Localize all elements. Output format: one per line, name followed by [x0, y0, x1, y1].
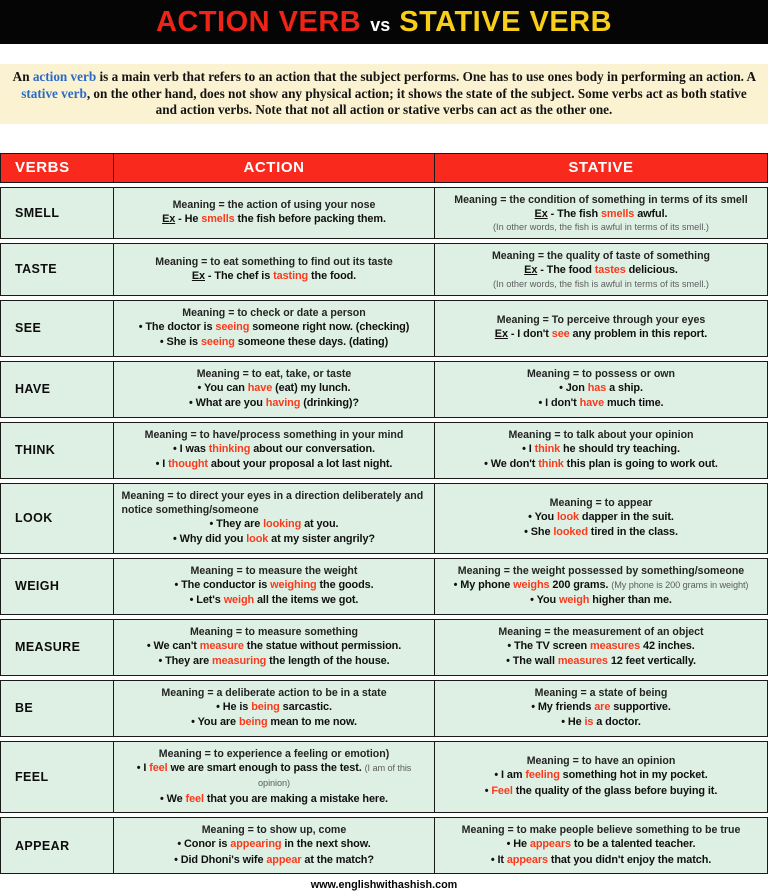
- highlight-verb: feel: [185, 792, 204, 805]
- ex-label: Ex: [524, 264, 538, 276]
- verb-cell: SMELL: [0, 187, 114, 240]
- action-cell: [113, 680, 436, 737]
- highlight-verb: weighing: [270, 578, 317, 591]
- text-run: She: [530, 526, 554, 538]
- highlight-verb: having: [265, 397, 301, 409]
- ex-label: Ex: [162, 213, 176, 225]
- text-run: Let's: [196, 594, 224, 606]
- text-run: I don't: [545, 397, 580, 409]
- highlight-verb: weighs: [513, 578, 550, 591]
- text-run: You: [534, 510, 557, 523]
- title-stative-verb: STATIVE VERB: [399, 5, 613, 38]
- highlight-verb: looked: [553, 526, 588, 538]
- highlight-verb: measures: [590, 639, 641, 652]
- text-run: 42 inches.: [640, 639, 695, 652]
- table-row: [0, 300, 768, 357]
- bullet-example-line: • I thought about your proposal a lot last night.: [155, 458, 393, 470]
- stative-cell: [434, 680, 768, 737]
- text-run: They are: [216, 517, 264, 530]
- meaning-line: [122, 367, 427, 381]
- meaning-line: [122, 255, 427, 269]
- meaning-line: [122, 428, 427, 442]
- text-run: Did Dhoni's wife: [180, 853, 267, 866]
- text-run: The TV screen: [513, 639, 591, 652]
- verb-cell: SEE: [0, 300, 114, 357]
- ex-label: Ex: [191, 269, 205, 282]
- text-run: Meaning = to direct your eyes in a direction deliberately and notice something/someone: [121, 489, 424, 516]
- text-run: that you didn't enjoy the match.: [547, 853, 712, 866]
- table-header-row: [0, 153, 768, 183]
- highlight-verb: are: [594, 700, 611, 713]
- bullet-example-line: • Conor is appearing in the next show.: [177, 838, 371, 850]
- text-run: Meaning = a state of being: [534, 686, 668, 699]
- bullet-example-line: • You weigh higher than me.: [530, 594, 672, 606]
- text-run: tired in the class.: [587, 526, 678, 538]
- text-run: the fish before packing them.: [234, 213, 386, 225]
- text-run: You are: [197, 716, 239, 728]
- meaning-line: [443, 686, 759, 700]
- bullet-example-line: • The doctor is seeing someone right now. (checking): [138, 320, 410, 333]
- text-run: the goods.: [316, 578, 374, 591]
- example-line: Ex - I don't see any problem in this report.: [494, 328, 708, 341]
- stative-cell: [434, 558, 768, 615]
- text-run: We can't: [153, 639, 200, 652]
- highlight-verb: is: [584, 716, 594, 728]
- text-run: we are smart enough to pass the test.: [167, 761, 365, 774]
- bullet-example-line: • Why did you look at my sister angrily?: [173, 533, 375, 545]
- table-row: [0, 243, 768, 296]
- text-run-blue: stative verb: [21, 85, 87, 101]
- text-run: He: [184, 213, 202, 225]
- text-run: supportive.: [610, 700, 671, 713]
- meaning-line: [443, 313, 759, 327]
- text-run: We don't: [490, 458, 539, 470]
- text-run: awful.: [634, 207, 668, 220]
- text-run: all the items we got.: [254, 594, 359, 606]
- header-stative: STATIVE: [434, 153, 768, 183]
- meaning-line: [443, 193, 759, 207]
- text-run: I: [528, 442, 535, 455]
- verb-cell: WEIGH: [0, 558, 114, 615]
- text-run: at the match?: [301, 853, 374, 866]
- verbs-table: [0, 153, 768, 875]
- bullet-example-line: • My friends are supportive.: [531, 700, 671, 713]
- text-run: You: [536, 594, 559, 606]
- text-run: (In other words, the fish is awful in terms of its smell.): [493, 278, 709, 289]
- header-verbs: VERBS: [0, 153, 114, 183]
- text-run: the statue without permission.: [243, 639, 402, 652]
- note-line: [443, 222, 759, 233]
- bullet-example-line: • It appears that you didn't enjoy the match.: [490, 853, 712, 866]
- highlight-verb: has: [587, 381, 607, 394]
- text-run: about your proposal a lot last night.: [207, 458, 393, 470]
- table-row: [0, 422, 768, 479]
- highlight-verb: measuring: [212, 655, 267, 667]
- table-row: [0, 619, 768, 676]
- intro-paragraph: [0, 64, 768, 124]
- action-cell: [113, 483, 436, 554]
- text-run: Why did you: [179, 533, 247, 545]
- highlight-verb: look: [557, 510, 579, 523]
- text-run: dapper in the suit.: [579, 510, 674, 523]
- text-run: Meaning = to have an opinion: [526, 755, 676, 768]
- bullet-example-line: • She looked tired in the class.: [524, 526, 678, 538]
- highlight-verb: weigh: [223, 594, 255, 606]
- bullet-example-line: • He is being sarcastic.: [216, 700, 332, 713]
- title-bar: [0, 0, 768, 44]
- highlight-verb: smells: [201, 213, 235, 225]
- bullet-example-line: • Jon has a ship.: [559, 381, 643, 394]
- bullet-example-line: • He appears to be a talented teacher.: [506, 838, 696, 850]
- highlight-verb: appears: [529, 838, 571, 850]
- stative-cell: [434, 361, 768, 418]
- text-run: He is: [222, 700, 252, 713]
- verb-cell: LOOK: [0, 483, 114, 554]
- text-run: Meaning = to measure the weight: [190, 564, 358, 577]
- highlight-verb: measure: [199, 639, 244, 652]
- text-run: in the next show.: [281, 838, 371, 850]
- table-row: [0, 558, 768, 615]
- highlight-verb: smells: [600, 207, 635, 220]
- text-run: 200 grams.: [549, 578, 612, 591]
- ex-label: Ex: [494, 328, 508, 341]
- note-line: [443, 279, 759, 290]
- text-run: at my sister angrily?: [268, 533, 375, 545]
- verb-cell: THINK: [0, 422, 114, 479]
- text-run: Meaning = the measurement of an object: [498, 625, 704, 638]
- meaning-line: [443, 249, 759, 263]
- meaning-line: [443, 367, 759, 381]
- bullet-example-line: • We don't think this plan is going to work out.: [484, 458, 718, 470]
- action-cell: [113, 361, 436, 418]
- text-run: The food: [546, 264, 595, 276]
- text-run: Meaning = a deliberate action to be in a state: [161, 686, 387, 699]
- stative-cell: [434, 741, 768, 814]
- stative-cell: [434, 300, 768, 357]
- text-run: higher than me.: [589, 594, 672, 606]
- bullet-example-line: • You can have (eat) my lunch.: [197, 381, 351, 394]
- highlight-verb: looking: [263, 517, 302, 530]
- stative-cell: [434, 483, 768, 554]
- text-run: Meaning = to check or date a person: [182, 306, 366, 319]
- meaning-line: [443, 625, 759, 639]
- action-cell: [113, 187, 436, 240]
- text-run: (In other words, the fish is awful in terms of its smell.): [493, 222, 709, 232]
- text-run: Meaning = to experience a feeling or emotion): [158, 747, 390, 760]
- text-run: Jon: [565, 381, 588, 394]
- text-run: I: [162, 458, 169, 470]
- text-run: Meaning = the action of using your nose: [172, 199, 376, 211]
- highlight-verb: being: [251, 700, 280, 713]
- text-run: I am: [501, 769, 526, 782]
- text-run: The fish: [557, 207, 601, 220]
- bullet-example-line: • They are looking at you.: [209, 517, 339, 530]
- highlight-verb: appearing: [230, 838, 282, 850]
- text-run: a doctor.: [593, 716, 641, 728]
- text-run: Meaning = to possess or own: [526, 367, 676, 380]
- highlight-verb: thought: [168, 458, 208, 470]
- text-run: the quality of the glass before buying it.: [512, 784, 718, 797]
- text-run: My friends: [537, 700, 595, 713]
- highlight-verb: seeing: [215, 320, 250, 333]
- header-action: ACTION: [113, 153, 436, 183]
- bullet-example-line: • Let's weigh all the items we got.: [189, 594, 359, 606]
- highlight-verb: feeling: [525, 769, 560, 782]
- meaning-line: [122, 489, 427, 517]
- text-run: , on the other hand, does not show any physical action; it shows the state of the subject. Some verbs act as both stative and action verbs. Note that not all action or stative verbs can act as the other one.: [86, 85, 747, 117]
- meaning-line: [122, 306, 427, 320]
- text-run: any problem in this report.: [569, 328, 708, 341]
- footer-url: www.englishwithashish.com: [310, 879, 458, 891]
- text-run: Meaning = To perceive through your eyes: [496, 314, 706, 327]
- example-line: Ex - He smells the fish before packing them.: [162, 213, 386, 225]
- stative-cell: [434, 422, 768, 479]
- text-run: is a main verb that refers to an action that the subject performs. One has to use ones body in performing an action. A: [96, 69, 756, 84]
- bullet-example-line: • I feel we are smart enough to pass the test. (I am of this opinion): [136, 761, 412, 788]
- text-run: (eat) my lunch.: [272, 381, 351, 394]
- table-row: [0, 741, 768, 814]
- meaning-line: [122, 625, 427, 639]
- meaning-line: [443, 823, 759, 837]
- text-run: Meaning = to measure something: [189, 625, 359, 638]
- text-run: this plan is going to work out.: [563, 458, 718, 470]
- meaning-line: [122, 198, 427, 212]
- highlight-verb: seeing: [200, 336, 235, 348]
- text-run: The wall: [512, 655, 558, 667]
- verb-cell: MEASURE: [0, 619, 114, 676]
- text-run: You can: [203, 381, 248, 394]
- action-cell: [113, 300, 436, 357]
- text-run: Meaning = the quality of taste of something: [491, 250, 711, 262]
- highlight-verb: appear: [266, 853, 302, 866]
- verb-cell: BE: [0, 680, 114, 737]
- table-row: [0, 187, 768, 240]
- text-run: It: [497, 853, 507, 866]
- action-cell: [113, 619, 436, 676]
- text-run: What are you: [195, 397, 266, 409]
- text-run: He: [567, 716, 585, 728]
- text-run: mean to me now.: [267, 716, 357, 728]
- text-run: (drinking)?: [300, 397, 359, 409]
- bullet-example-line: • She is seeing someone these days. (dating): [159, 336, 389, 348]
- bullet-example-line: • You look dapper in the suit.: [528, 510, 674, 523]
- text-run: Meaning = the weight possessed by something/someone: [457, 564, 745, 577]
- text-run: My phone: [460, 578, 514, 591]
- verb-cell: HAVE: [0, 361, 114, 418]
- verb-cell: FEEL: [0, 741, 114, 814]
- text-run-gray: (My phone is 200 grams in weight): [611, 579, 749, 590]
- stative-cell: [434, 187, 768, 240]
- bullet-example-line: • What are you having (drinking)?: [189, 397, 359, 409]
- text-run: The doctor is: [145, 320, 216, 333]
- bullet-example-line: • I think he should try teaching.: [522, 442, 680, 455]
- highlight-verb: Feel: [491, 784, 513, 797]
- bullet-example-line: • We feel that you are making a mistake here.: [160, 792, 388, 805]
- action-cell: [113, 817, 436, 874]
- text-run: I don't: [517, 328, 552, 341]
- table-row: [0, 483, 768, 554]
- highlight-verb: look: [246, 533, 269, 545]
- table-body: [0, 187, 768, 875]
- highlight-verb: tasting: [273, 269, 309, 282]
- bullet-example-line: • You are being mean to me now.: [191, 716, 357, 728]
- example-line: Ex - The chef is tasting the food.: [191, 269, 357, 282]
- text-run: Meaning = to eat, take, or taste: [196, 367, 352, 380]
- text-run: Meaning = to show up, come: [201, 824, 347, 836]
- highlight-verb: measures: [557, 655, 608, 667]
- highlight-verb: weigh: [558, 594, 590, 606]
- text-run: Meaning = to make people believe something to be true: [461, 824, 741, 836]
- text-run: The conductor is: [181, 578, 271, 591]
- text-run: 12 feet vertically.: [607, 655, 696, 667]
- text-run: sarcastic.: [279, 700, 332, 713]
- text-run: about our conversation.: [250, 442, 375, 455]
- bullet-example-line: • The conductor is weighing the goods.: [174, 578, 374, 591]
- bullet-example-line: • My phone weighs 200 grams. (My phone is 200 grams in weight): [453, 578, 749, 591]
- highlight-verb: thinking: [208, 442, 251, 455]
- example-line: Ex - The fish smells awful.: [534, 207, 668, 220]
- text-run: someone these days. (dating): [234, 336, 389, 348]
- text-run: We: [166, 792, 186, 805]
- bullet-example-line: • He is a doctor.: [561, 716, 641, 728]
- bullet-example-line: • The TV screen measures 42 inches.: [507, 639, 695, 652]
- highlight-verb: have: [579, 397, 605, 409]
- text-run: Meaning = to have/process something in your mind: [144, 428, 404, 441]
- highlight-verb: think: [538, 458, 564, 470]
- text-run: delicious.: [625, 264, 678, 276]
- table-row: [0, 361, 768, 418]
- highlight-verb: being: [238, 716, 268, 728]
- meaning-line: [443, 428, 759, 442]
- text-run: Conor is: [184, 838, 231, 850]
- action-cell: [113, 422, 436, 479]
- table-row: [0, 680, 768, 737]
- action-cell: [113, 741, 436, 814]
- title-vs: vs: [370, 14, 391, 35]
- meaning-line: [443, 754, 759, 768]
- meaning-line: [122, 564, 427, 578]
- text-run: to be a talented teacher.: [570, 838, 696, 850]
- text-run: a ship.: [606, 381, 643, 394]
- stative-cell: [434, 817, 768, 874]
- text-run: The chef is: [214, 269, 274, 282]
- highlight-verb: think: [534, 442, 561, 455]
- text-run: They are: [165, 655, 213, 667]
- example-line: Ex - The food tastes delicious.: [524, 264, 678, 276]
- text-run: Meaning = to appear: [549, 496, 653, 509]
- text-run: someone right now. (checking): [249, 320, 410, 333]
- text-run: the length of the house.: [266, 655, 390, 667]
- action-cell: [113, 243, 436, 296]
- bullet-example-line: • We can't measure the statue without permission.: [146, 639, 402, 652]
- action-cell: [113, 558, 436, 615]
- text-run: Meaning = to eat something to find out its taste: [155, 255, 393, 268]
- text-run: he should try teaching.: [560, 442, 680, 455]
- highlight-verb: tastes: [594, 264, 626, 276]
- bullet-example-line: • I am feeling something hot in my pocket.: [494, 769, 708, 782]
- text-run: at you.: [301, 517, 339, 530]
- text-run: I: [143, 761, 150, 774]
- bullet-example-line: • Feel the quality of the glass before buying it.: [484, 784, 718, 797]
- text-run-blue: action verb: [32, 69, 97, 84]
- text-run: that you are making a mistake here.: [203, 792, 388, 805]
- meaning-line: [443, 564, 759, 578]
- text-run-gray: (I am of this opinion): [258, 762, 412, 788]
- stative-cell: [434, 243, 768, 296]
- stative-cell: [434, 619, 768, 676]
- text-run: much time.: [604, 397, 664, 409]
- bullet-example-line: • I don't have much time.: [538, 397, 664, 409]
- text-run: something hot in my pocket.: [559, 769, 708, 782]
- verb-cell: TASTE: [0, 243, 114, 296]
- text-run: He: [513, 838, 530, 850]
- highlight-verb: see: [551, 328, 570, 341]
- table-row: [0, 817, 768, 874]
- bullet-example-line: • The wall measures 12 feet vertically.: [506, 655, 696, 667]
- meaning-line: [122, 823, 427, 837]
- text-run: I was: [179, 442, 209, 455]
- verb-cell: APPEAR: [0, 817, 114, 874]
- title-action-verb: ACTION VERB: [155, 5, 362, 38]
- bullet-example-line: • Did Dhoni's wife appear at the match?: [174, 853, 374, 866]
- text-run: Meaning = the condition of something in terms of its smell: [454, 193, 748, 206]
- highlight-verb: feel: [149, 761, 168, 774]
- meaning-line: [443, 496, 759, 510]
- text-run: Meaning = to talk about your opinion: [508, 428, 694, 441]
- meaning-line: [122, 747, 427, 761]
- bullet-example-line: • I was thinking about our conversation.: [173, 442, 375, 455]
- text-run: She is: [166, 336, 201, 348]
- bullet-example-line: • They are measuring the length of the house.: [158, 655, 390, 667]
- meaning-line: [122, 686, 427, 700]
- ex-label: Ex: [534, 207, 548, 220]
- text-run: the food.: [308, 269, 357, 282]
- highlight-verb: appears: [506, 853, 548, 866]
- text-run: An: [12, 69, 33, 84]
- highlight-verb: have: [247, 381, 273, 394]
